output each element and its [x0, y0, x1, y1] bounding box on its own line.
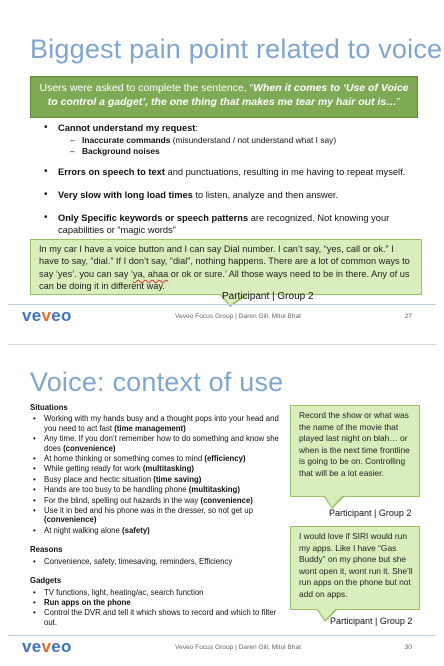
sub-text: (misunderstand / not understand what I say)	[170, 135, 337, 145]
page-number: 27	[404, 313, 412, 320]
list-item: • Run apps on the phone	[30, 598, 288, 607]
list-item: • Busy place and hectic situation (time saving)	[30, 475, 288, 484]
veveo-logo	[22, 306, 72, 326]
sub-list	[58, 135, 418, 157]
bullet-text: and punctuations, resulting in me having to repeat myself.	[164, 167, 406, 177]
sub-list-item	[58, 146, 418, 157]
logo-accent: v	[41, 637, 52, 656]
section-heading: Reasons	[30, 545, 63, 555]
list-item: • For the blind, spelling out hazards in the way (convenience)	[30, 496, 288, 505]
context-list	[30, 403, 288, 628]
list-item	[42, 166, 418, 178]
list-item: • Hands are too busy to be handling phone (multitasking)	[30, 485, 288, 494]
logo-part: eo	[51, 306, 72, 325]
quote-text-end: or ok or sure.’ All those ways need to be in there. Any of us can be doing it in different way.	[39, 268, 410, 292]
footer-divider	[8, 304, 436, 305]
quote-callout	[30, 239, 422, 295]
logo-part: ve	[22, 637, 42, 656]
sub-list-item	[58, 135, 418, 146]
list-item: • Any time. If you don’t remember how to do something and know she does (convenience)	[30, 434, 288, 453]
section-heading: Situations	[30, 403, 68, 412]
bullet-text: to listen, analyze and then answer.	[192, 190, 339, 200]
logo-part: eo	[51, 637, 72, 656]
quote-attribution: Participant | Group 2	[330, 616, 413, 626]
sub-bold: Inaccurate commands	[82, 135, 171, 145]
quote-callout: Record the show or what was the name of the movie that played last night on blah… or when is the next time frontline is going to be on. Controlling that will be a lot easier.	[290, 405, 420, 497]
quote-misspelled-text: ya, ahaa	[132, 268, 169, 279]
slide-title: Voice: context of use	[30, 367, 284, 397]
list-item: • Use it in bed and his phone was in the dresser, so not get up (convenience)	[30, 506, 288, 525]
list-item: • Convenience, safety, timesaving, reminders, Efficiency	[30, 557, 288, 566]
page-number: 30	[404, 644, 412, 651]
list-item: • At home thinking or something comes to mind (efficiency)	[30, 454, 288, 463]
list-item: • At night walking alone (safety)	[30, 526, 288, 535]
footer-credits: Veveo Focus Group | Daren Gill, Mitul Bhat	[175, 313, 301, 320]
list-item: • Control the DVR and tell it which shows to record and which to filter out.	[30, 608, 288, 627]
quote-callout: I would love if SIRI would run my apps. Like I have “Gas Buddy” on my phone but she wont open it, wont run it. She’ll run apps on the phone but not add on apps.	[290, 526, 420, 610]
slide-30	[8, 344, 436, 660]
footer-divider	[8, 635, 436, 636]
quote-attribution: Participant | Group 2	[222, 291, 314, 302]
logo-part: ve	[22, 306, 42, 325]
question-tail: ”	[396, 96, 401, 108]
bullet-bold: Only Specific keywords or speech patterns	[58, 213, 249, 223]
list-item: • TV functions, light, heating/ac, search function	[30, 588, 288, 597]
sub-bold: Background noises	[82, 146, 160, 156]
section-heading: Gadgets	[30, 576, 62, 586]
bullet-bold: Errors on speech to text	[58, 167, 165, 177]
footer-credits: Veveo Focus Group | Daren Gill, Mitul Bhat	[175, 644, 301, 651]
question-lead: Users were asked to complete the sentence, “	[39, 82, 254, 94]
list-item: • Working with my hands busy and a thought pops into your head and you need to act fast (time management)	[30, 414, 288, 433]
quote-attribution: Participant | Group 2	[329, 508, 412, 518]
bullet-text: are recognized. Not knowing your capabilities or “magic words”	[58, 213, 390, 235]
quote-text: In my car I have a voice button and I can say Dial number. I can’t say, “yes, call or ok.” I have to say, “dial.” If I don’t say, “dial”, nothing happens. There are a lot of common ways to say ‘yes’. you can say ‘	[39, 244, 410, 279]
slide-title: Biggest pain point related to voice	[30, 34, 443, 64]
bullet-bold: Very slow with long load times	[58, 190, 193, 200]
list-item	[42, 189, 418, 201]
list-item: • While getting ready for work (multitasking)	[30, 464, 288, 473]
pain-point-list	[42, 122, 418, 247]
bullet-bold: Cannot understand my request	[58, 123, 196, 133]
bullet-text: :	[195, 123, 198, 133]
list-item	[42, 212, 418, 236]
slide-27	[8, 6, 443, 328]
logo-accent: v	[41, 306, 52, 325]
question-banner	[30, 76, 418, 118]
veveo-logo	[22, 637, 72, 657]
list-item	[42, 122, 418, 157]
question-emphasis: When it comes to ‘Use of Voice to control a gadget’, the one thing that makes me tear my hair out is…	[47, 82, 409, 108]
